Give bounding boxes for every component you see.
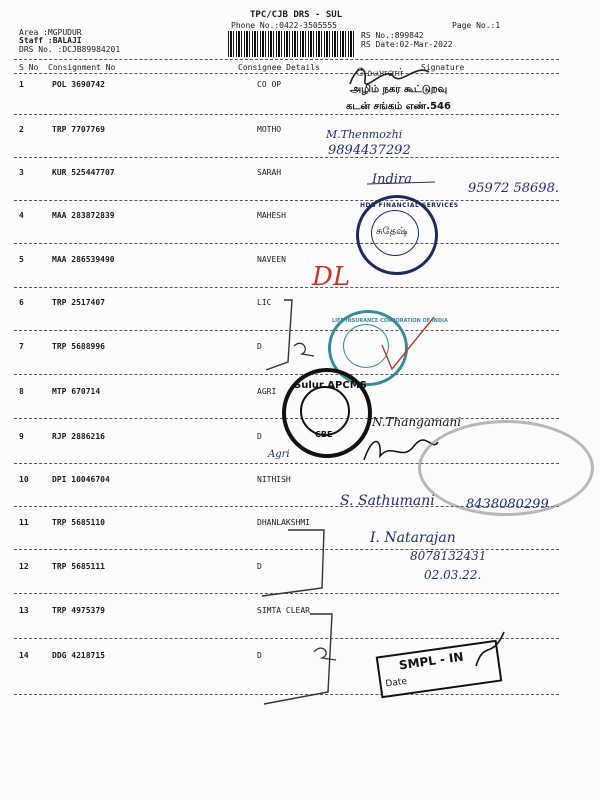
row-consignment: RJP 2886216	[52, 432, 105, 441]
smpl-scribble	[470, 630, 510, 670]
table-row	[0, 125, 600, 135]
coop-stamp-line1: மேலாளர்	[356, 66, 404, 79]
hdb-stamp-signature: சுதேஷ்	[376, 226, 408, 237]
row-consignment: MAA 283872839	[52, 211, 115, 220]
row-consignment: TRP 5685110	[52, 518, 105, 527]
row-consignment: TRP 5688996	[52, 342, 105, 351]
r9-signature: N.Thangamani	[372, 415, 462, 429]
barcode	[228, 31, 354, 57]
row-consignee: NITHISH	[257, 475, 291, 484]
row-divider	[14, 243, 559, 244]
row-sno: 3	[19, 168, 24, 177]
row-consignee: D	[257, 432, 262, 441]
smpl-stamp-date-label: Date	[384, 676, 408, 690]
staff-label: Staff :BALAJI	[19, 36, 82, 45]
rs-number: RS No.:899842	[361, 31, 424, 40]
table-row	[0, 255, 600, 265]
sulur-stamp-sub: CBE	[315, 430, 333, 439]
row-divider	[14, 157, 559, 158]
row-consignment: DDG 4218715	[52, 651, 105, 660]
page-number: Page No.:1	[452, 21, 501, 30]
row-consignee: NAVEEN	[257, 255, 286, 264]
row-sno: 8	[19, 387, 24, 396]
coop-stamp-line2: அழிம் நகர கூட்டுறவு	[350, 84, 448, 95]
row-consignment: MTP 670714	[52, 387, 101, 396]
row-consignee: MAHESH	[257, 211, 286, 220]
col-header-consignee: Consignee Details	[238, 63, 320, 72]
r3-signature: Indira	[372, 172, 412, 187]
row-divider	[14, 114, 559, 115]
row-divider	[14, 200, 559, 201]
row-sno: 10	[19, 475, 29, 484]
row-consignee: DHANLAKSHMI	[257, 518, 310, 527]
r10-signature: S. Sathumani	[340, 493, 435, 509]
r3-underline	[365, 178, 445, 188]
row-sno: 13	[19, 606, 29, 615]
row-consignment: TRP 4975379	[52, 606, 105, 615]
r3-phone: 95972 58698.	[468, 181, 559, 196]
row-consignment: KUR 525447707	[52, 168, 115, 177]
r6-r7-bracket-scribble	[264, 298, 324, 374]
row-sno: 12	[19, 562, 29, 571]
row-sno: 5	[19, 255, 24, 264]
phone-number: Phone No.:0422-3505555	[231, 21, 337, 30]
col-header-consignment: Consignment No	[48, 63, 116, 72]
r2-signature-name: M.Thenmozhi	[326, 128, 403, 141]
smpl-stamp-text: SMPL - IN	[398, 649, 465, 673]
row-consignment: TRP 2517407	[52, 298, 105, 307]
row-sno: 4	[19, 211, 24, 220]
row-sno: 2	[19, 125, 24, 134]
table-row	[0, 80, 600, 90]
row-consignee: D	[257, 342, 262, 351]
row-consignee: AGRI	[257, 387, 277, 396]
row-consignment: MAA 286539490	[52, 255, 115, 264]
r2-phone: 9894437292	[328, 143, 411, 158]
rs-date: RS Date:02-Mar-2022	[361, 40, 453, 49]
row-consignment: TRP 7707769	[52, 125, 105, 134]
row-sno: 7	[19, 342, 24, 351]
hdb-stamp-text: HDB FINANCIAL SERVICES	[360, 202, 459, 209]
coop-signature-scribble	[345, 62, 435, 92]
table-row	[0, 211, 600, 221]
r11-signature: I. Natarajan	[370, 530, 456, 546]
row-sno: 9	[19, 432, 24, 441]
row-sno: 11	[19, 518, 29, 527]
row-divider	[14, 287, 559, 288]
row-sno: 14	[19, 651, 29, 660]
r13-r14-bracket-scribble	[258, 612, 348, 706]
row-divider	[14, 374, 559, 375]
header-rule-bottom	[14, 73, 559, 74]
coop-stamp-line3: கடன் சங்கம் எண்.546	[346, 101, 451, 112]
lic-red-tick	[378, 315, 438, 375]
row-consignee: D	[257, 651, 262, 660]
row-consignee: D	[257, 562, 262, 571]
row-consignee: LIC	[257, 298, 272, 307]
r11-phone: 8078132431	[410, 549, 487, 563]
r5-dl-mark: DL	[312, 262, 351, 292]
area-label: Area :MGPUDUR	[19, 28, 82, 37]
row-consignee: SARAH	[257, 168, 282, 177]
header-rule-top	[14, 59, 559, 60]
row-sno: 6	[19, 298, 24, 307]
r11-r12-bracket-scribble	[260, 520, 340, 600]
r10-phone: 8438080299	[466, 497, 549, 512]
lic-stamp-text: LIFE INSURANCE CORPORATION OF INDIA	[332, 318, 448, 324]
sulur-stamp-text: Sulur APCMS	[294, 380, 367, 391]
row-consignment: TRP 5685111	[52, 562, 105, 571]
r11-date: 02.03.22.	[424, 568, 482, 582]
row-consignee: CO OP	[257, 80, 282, 89]
row-consignment: POL 3690742	[52, 80, 105, 89]
row-consignee: SIMTA CLEAR	[257, 606, 310, 615]
table-row	[0, 168, 600, 178]
col-header-signature: Signature	[421, 63, 465, 72]
col-header-sno: S No	[19, 63, 39, 72]
r9-agri-note: Agri	[268, 449, 290, 460]
row-consignee: MOTHO	[257, 125, 282, 134]
sheet-title: TPC/CJB DRS - SUL	[250, 10, 343, 20]
row-sno: 1	[19, 80, 24, 89]
drs-number: DRS No. :DCJB89984201	[19, 45, 121, 54]
row-consignment: DPI 10046704	[52, 475, 110, 484]
